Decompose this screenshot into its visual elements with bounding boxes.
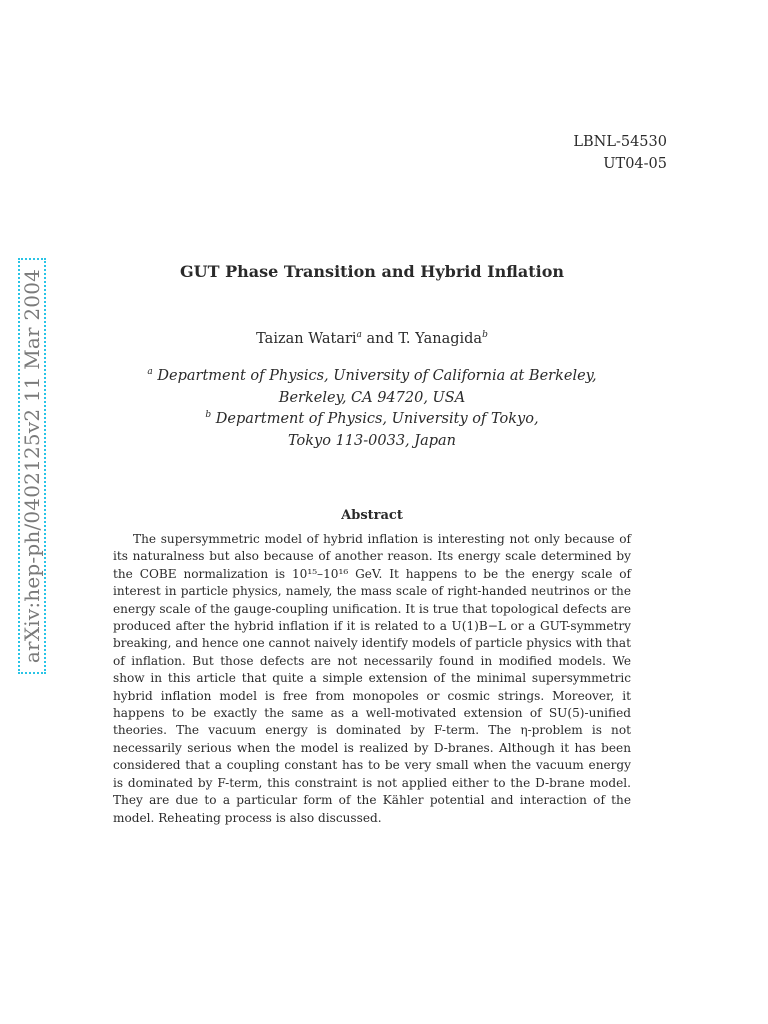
- author-separator: and: [361, 331, 399, 347]
- affiliation-berkeley-line2: Berkeley, CA 94720, USA: [278, 389, 466, 406]
- author-watari-affil-mark: a: [356, 330, 362, 341]
- arxiv-identifier: arXiv:hep-ph/0402125v2 11 Mar 2004: [20, 268, 44, 664]
- report-number-ut: UT04-05: [603, 156, 667, 172]
- affiliation-berkeley-line1: $^a$ Department of Physics, University of California at Berkeley,: [147, 367, 597, 384]
- affiliation-tokyo-line2: Tokyo 113-0033, Japan: [287, 432, 456, 449]
- author-yanagida: T. Yanagida: [398, 331, 483, 347]
- affiliation-tokyo: [0, 409, 744, 452]
- author-yanagida-affil-mark: b: [482, 330, 488, 341]
- paper-title: GUT Phase Transition and Hybrid Inflation: [180, 262, 564, 281]
- affiliation-tokyo-line1: $^b$ Department of Physics, University of Tokyo,: [205, 410, 539, 427]
- affiliation-berkeley: [0, 366, 744, 409]
- author-watari: Taizan Watari: [256, 331, 357, 347]
- report-numbers: [573, 131, 667, 175]
- author-line: [0, 331, 744, 347]
- abstract-heading: Abstract: [341, 508, 403, 523]
- affiliation-mark-b: b: [205, 410, 212, 421]
- report-number-lbnl: LBNL-54530: [573, 134, 667, 150]
- arxiv-stamp: [18, 258, 46, 674]
- abstract-body: The supersymmetric model of hybrid inflation is interesting not only because of its naturalness but also because of another reason. Its energy scale determined by the COBE normalization is 10¹⁵–10¹⁶ GeV. It happens to be the energy scale of interest in particle physics, namely, the mass scale of right-handed neutrinos or the energy scale of the gauge-coupling unification. It is true that topological defects are produced after the hybrid inflation if it is related to a U(1)B−L or a GUT-symmetry breaking, and hence one cannot naively identify models of particle physics with that of inflation. But those defects are not necessarily found in modified models. We show in this article that quite a simple extension of the minimal supersymmetric hybrid inflation model is free from monopoles or cosmic strings. Moreover, it happens to be exactly the same as a well-motivated extension of SU(5)-unified theories. The vacuum energy is dominated by F-term. The η-problem is not necessarily serious when the model is realized by D-branes. Although it has been considered that a coupling constant has to be very small when the vacuum energy is dominated by F-term, this constraint is not applied either to the D-brane model. They are due to a particular form of the Kähler potential and interaction of the model. Reheating process is also discussed.: [113, 532, 631, 825]
- affiliation-mark-a: a: [147, 367, 153, 378]
